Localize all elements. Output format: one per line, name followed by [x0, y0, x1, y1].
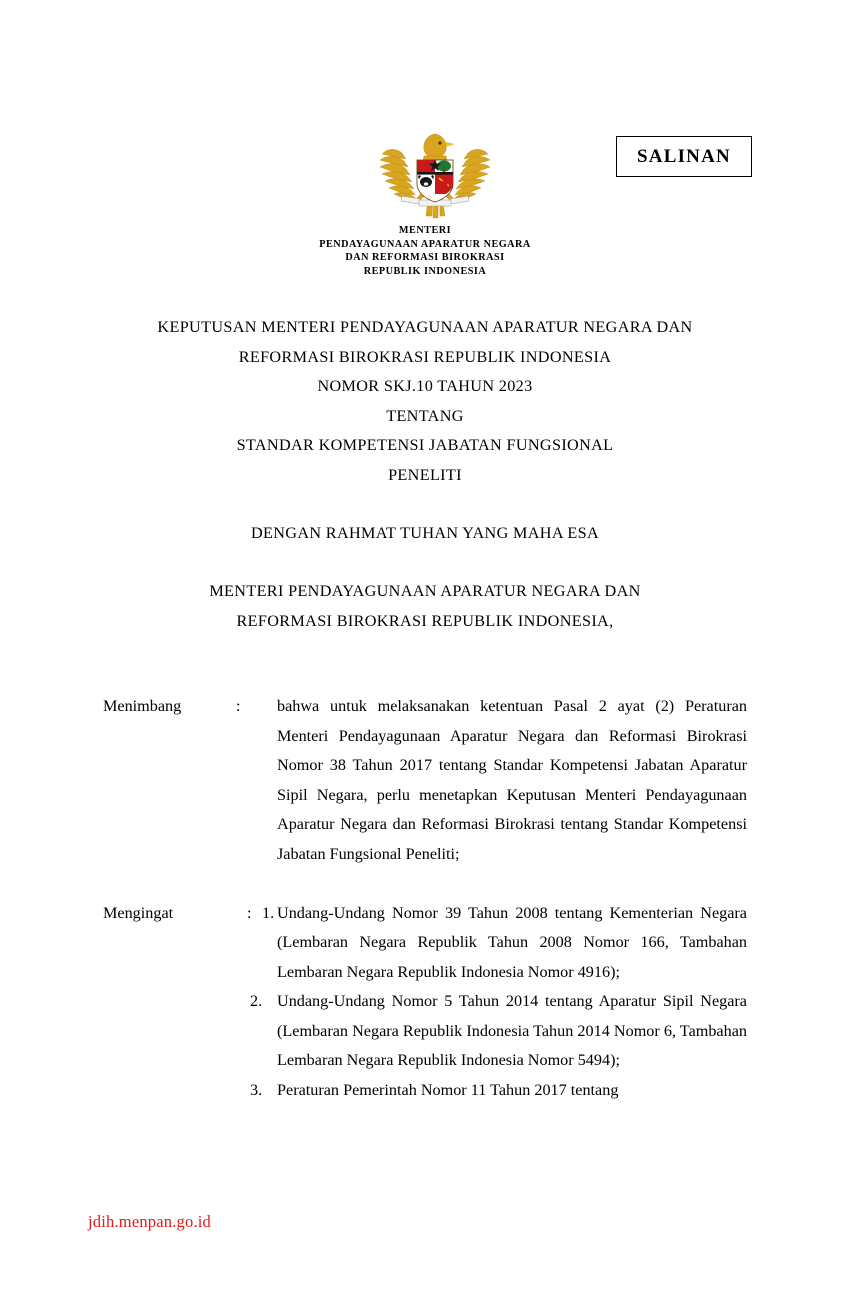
preamble-authority-block [100, 577, 750, 636]
ministry-header-block [225, 224, 625, 278]
document-title-block [100, 313, 750, 490]
ministry-line-4: REPUBLIK INDONESIA [363, 265, 487, 277]
title-line-3: NOMOR SKJ.10 TAHUN 2023 [317, 377, 533, 395]
clause-mengingat-colon: : [247, 903, 252, 922]
ministry-line-1: MENTERI [398, 225, 452, 236]
clause-menimbang-colon: : [236, 697, 241, 715]
authority-line-1: MENTERI PENDAYAGUNAAN APARATUR NEGARA DAN [209, 582, 641, 600]
list-item-text: Peraturan Pemerintah Nomor 11 Tahun 2017 tentang [277, 1080, 619, 1099]
preamble-blessing-block [100, 519, 750, 549]
title-line-4: TENTANG [386, 406, 464, 425]
list-item-marker: 2. [250, 992, 263, 1010]
clause-spacer [0, 869, 850, 899]
garuda-pancasila-emblem [372, 126, 498, 222]
title-line-2: REFORMASI BIROKRASI REPUBLIK INDONESIA [238, 347, 612, 366]
list-item-marker: 1. [262, 903, 275, 922]
list-item [250, 1076, 747, 1106]
clause-menimbang-text: bahwa untuk melaksanakan ketentuan Pasal 2 ayat (2) Peraturan Menteri Pendayagunaan Aparatur Negara dan Reformasi Birokrasi Nomor 38 Tahun 2017 tentang Standar Kompetensi Jabatan Aparatur Sipil Negara, perlu menetapkan Keputusan Menteri Pendayagunaan Aparatur Negara dan Reformasi Birokrasi tentang Standar Kompetensi Jabatan Fungsional Peneliti; [277, 697, 747, 863]
list-item-text: Undang-Undang Nomor 5 Tahun 2014 tentang Aparatur Sipil Negara (Lembaran Negara Republik Indonesia Tahun 2014 Nomor 6, Tambahan Lembaran Negara Republik Indonesia Nomor 5494); [277, 992, 747, 1069]
salinan-stamp-label: SALINAN [637, 145, 731, 167]
list-item-text: Undang-Undang Nomor 39 Tahun 2008 tentang Kementerian Negara (Lembaran Negara Republik Tahun 2008 Nomor 166, Tambahan Lembaran Negara Republik Indonesia Nomor 4916); [277, 903, 747, 981]
salinan-stamp-box [616, 136, 752, 177]
document-header [0, 0, 850, 300]
clauses-section [0, 692, 850, 1105]
title-line-6: PENELITI [388, 465, 462, 484]
clause-mengingat-label: Mengingat [103, 903, 174, 922]
jdih-watermark: jdih.menpan.go.id [88, 1212, 212, 1231]
clause-menimbang-body [277, 692, 747, 869]
ministry-line-2: PENDAYAGUNAAN APARATUR NEGARA [319, 238, 531, 250]
clause-menimbang-label: Menimbang [103, 697, 182, 715]
list-item-marker: 3. [250, 1080, 263, 1099]
preamble-blessing: DENGAN RAHMAT TUHAN YANG MAHA ESA [250, 524, 600, 542]
title-line-1: KEPUTUSAN MENTERI PENDAYAGUNAAN APARATUR NEGARA DAN [157, 318, 693, 336]
list-item [0, 899, 747, 988]
ministry-line-3: DAN REFORMASI BIROKRASI [345, 252, 505, 264]
clause-menimbang [0, 692, 850, 869]
clause-mengingat [0, 899, 850, 1106]
title-line-5: STANDAR KOMPETENSI JABATAN FUNGSIONAL [236, 436, 614, 454]
list-item [250, 987, 747, 1076]
authority-line-2: REFORMASI BIROKRASI REPUBLIK INDONESIA, [236, 611, 614, 630]
mengingat-list [0, 899, 850, 1106]
